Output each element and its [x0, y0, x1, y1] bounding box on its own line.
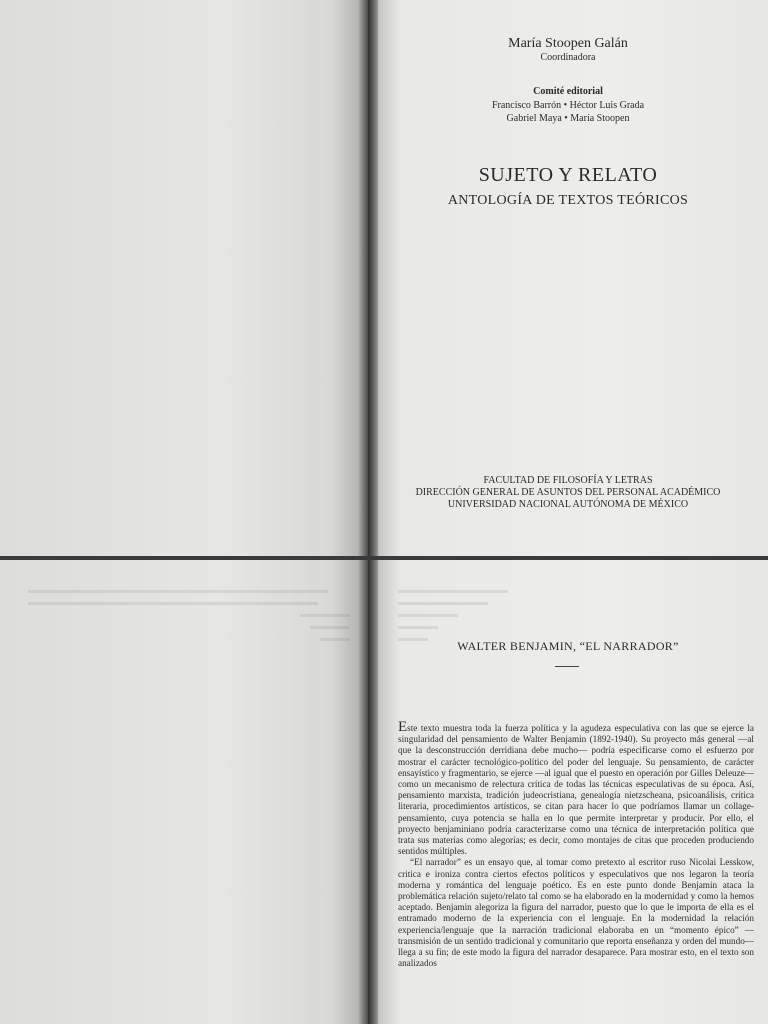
publisher-line2: DIRECCIÓN GENERAL DE ASUNTOS DEL PERSONAL ACADÉMICO [415, 487, 721, 498]
book-gutter-shadow [358, 0, 378, 556]
bleed-through-line [398, 614, 458, 617]
bleed-through-line [310, 626, 350, 629]
bleed-through-line [28, 590, 328, 593]
chapter-body [398, 719, 754, 969]
paragraph-2: “El narrador” es un ensayo que, al tomar como pretexto al escritor ruso Nicolai Lesskow, critica e ironiza contra ciertos efectos políticos y especulativos que nos legaron la teoría moderna y romántica del lenguaje poético. Es en este punto donde Benjamin ataca la problemática relación sujeto/relato tal como se ha elaborado en la modernidad y como la hemos aceptado. Benjamin alegoriza la figura del narrador, puesto que lo que le importa de ella es el entramado moderno de la experiencia con el lenguaje. En la modernidad la relación experiencia/lenguaje que la narración tradicional elaboraba en un “momento épico” —transmisión de un sentido tradicional y comunitario que reporta enseñanza y orden del mundo— llega a su fin; de este modo la figura del narrador desaparece. Para mostrar esto, en el texto son analizados [398, 857, 754, 969]
title-page [368, 0, 768, 556]
publisher-line3: UNIVERSIDAD NACIONAL AUTÓNOMA DE MÉXICO [447, 499, 689, 510]
bleed-through-line [398, 602, 488, 605]
publisher-line1: FACULTAD DE FILOSOFÍA Y LETRAS [483, 475, 653, 486]
bleed-through-line [320, 638, 350, 641]
bleed-through-line [398, 626, 438, 629]
paragraph-1-text: ste texto muestra toda la fuerza política y la agudeza especulativa con las que se ejerce la singularidad del pensamiento de Walter Benjamin (1892-1940). Su proyecto más general —al que la desconstrucción derridiana debe mucho— podría especificarse como el esfuerzo por mostrar el carácter tecnológico-político del poder del lenguaje. Su pensamiento, de carácter ensayístico y fragmentario, se ejerce —al igual que el puesto en operación por Gilles Deleuze— como un mecanismo de relectura crítica de todas las técnicas especulativas de su época. Así, pensamiento marxista, tradición judeocristiana, genealogía nietzscheana, psicoanálisis, crítica literaria, procedimientos artísticos, se citan para hacer lo que podríamos llamar un collage-pensamiento, cuya potencia se halla en lo que permite interpretar y producir. Por ello, el proyecto benjaminiano podría caracterizarse como una técnica de interpretación política que trata sus materias como alegorías; es decir, como montajes de citas que proceden produciendo sentidos múltiples. [398, 723, 754, 857]
bleed-through-line [28, 602, 318, 605]
committee-members-line1: Francisco Barrón • Héctor Luis Grada [491, 100, 645, 111]
blank-left-page [0, 0, 368, 556]
committee-members-line2: Gabriel Maya • María Stoopen [506, 113, 630, 124]
coordinator-role: Coordinadora [540, 52, 596, 63]
chapter-title: WALTER BENJAMIN, “EL NARRADOR” [457, 639, 679, 653]
book-title: SUJETO Y RELATO [478, 164, 658, 186]
book-subtitle: ANTOLOGÍA DE TEXTOS TEÓRICOS [447, 193, 689, 208]
title-rule [555, 666, 579, 667]
bottom-spread [0, 560, 768, 1024]
bleed-through-line [300, 614, 350, 617]
coordinator-name: María Stoopen Galán [508, 36, 628, 51]
committee-heading: Comité editorial [533, 86, 603, 97]
drop-cap: E [398, 719, 408, 735]
bleed-through-line [398, 590, 508, 593]
book-gutter-shadow [358, 560, 378, 1024]
paragraph-1 [398, 719, 754, 857]
chapter-page [368, 560, 768, 1024]
left-page-show-through [0, 560, 368, 1024]
